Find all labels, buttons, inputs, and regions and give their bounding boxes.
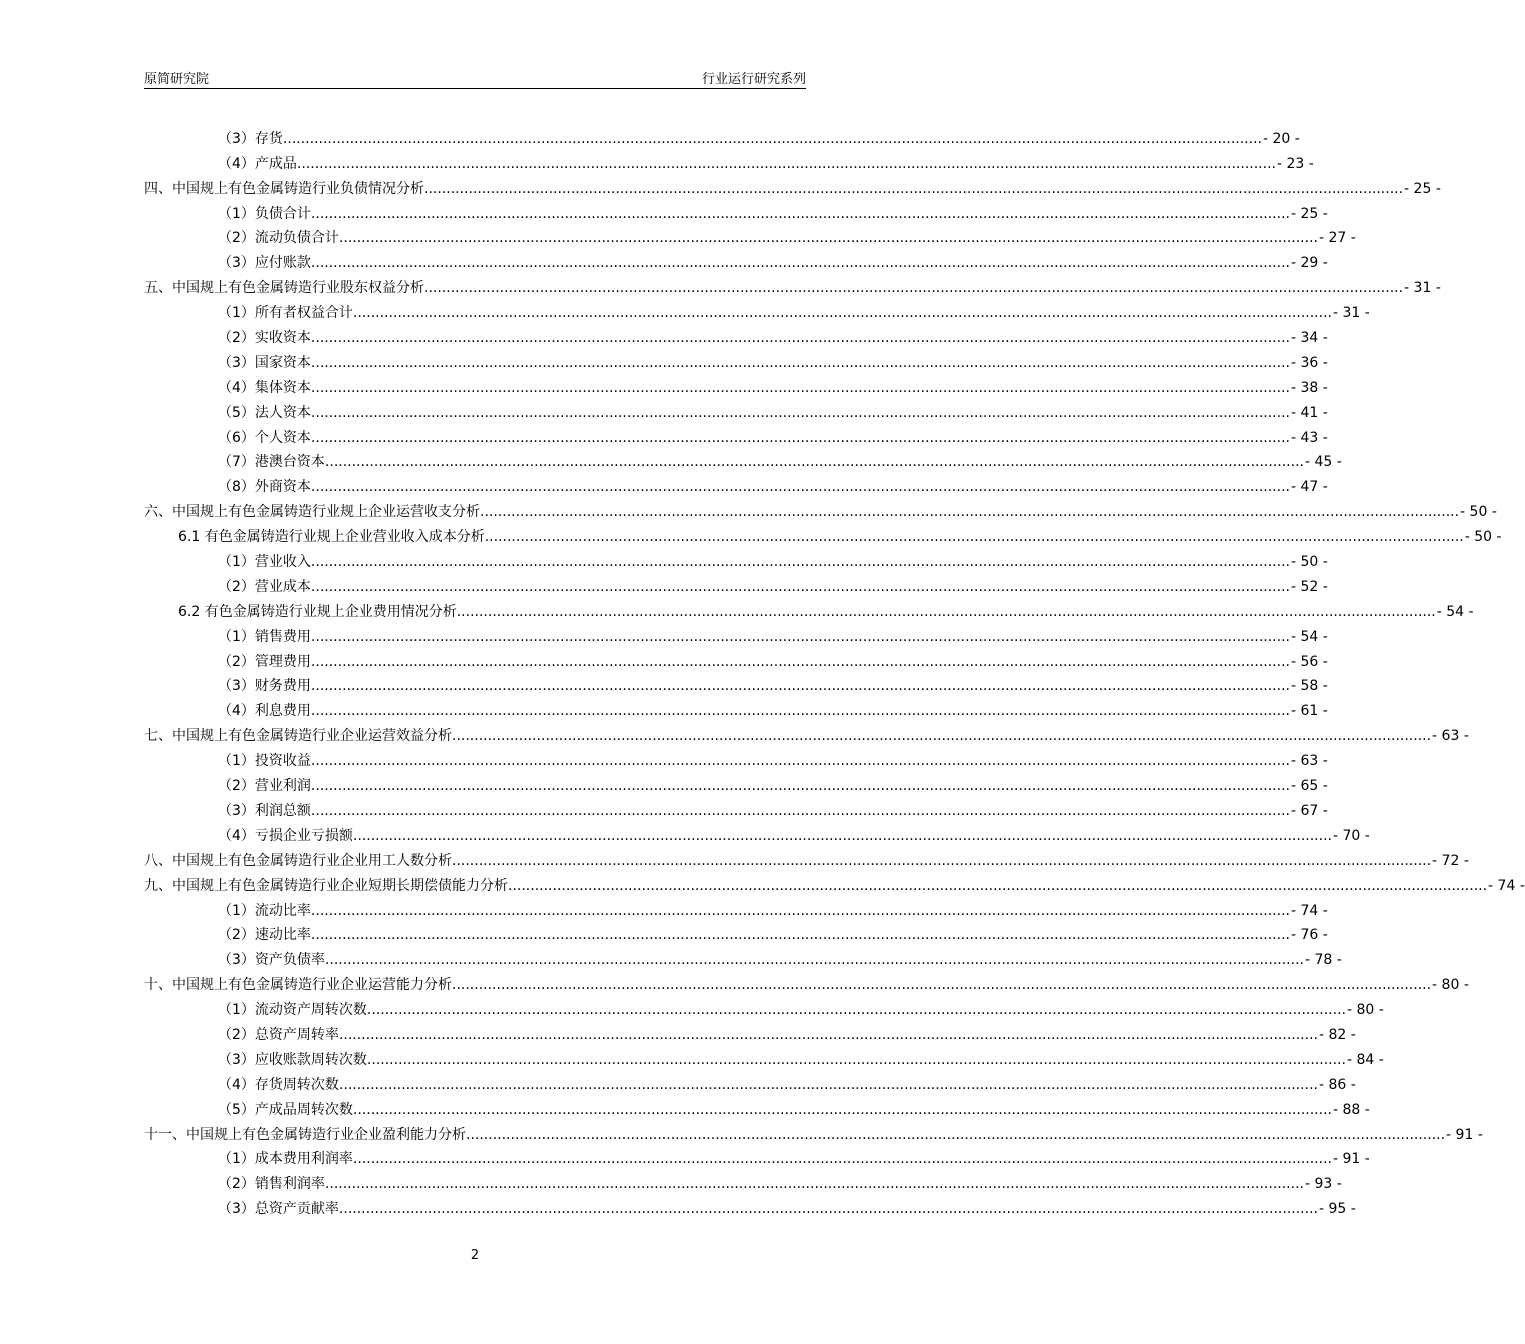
toc-entry-title: （4）产成品 <box>218 155 297 172</box>
toc-entry[interactable] <box>144 124 1300 149</box>
toc-dot-leader: ............................................................................................................................................................................................................................ <box>310 379 1290 396</box>
toc-entry-title: 八、中国规上有色金属铸造行业企业用工人数分析 <box>144 852 452 869</box>
toc-dot-leader: ............................................................................................................................................................................................................................ <box>310 479 1290 496</box>
toc-dot-leader: ............................................................................................................................................................................................................................ <box>296 155 1276 172</box>
toc-entry[interactable] <box>144 1194 1356 1219</box>
toc-entry[interactable] <box>144 323 1328 348</box>
toc-entry-page: - 50 - <box>1290 554 1328 571</box>
toc-entry-title: 6.2 有色金属铸造行业规上企业费用情况分析 <box>178 603 457 620</box>
toc-entry[interactable] <box>144 497 1497 522</box>
toc-entry-title: 十、中国规上有色金属铸造行业企业运营能力分析 <box>144 977 452 994</box>
toc-entry-page: - 23 - <box>1276 155 1314 172</box>
toc-entry-page: - 27 - <box>1318 230 1356 247</box>
toc-entry-page: - 80 - <box>1432 977 1469 994</box>
toc-entry-page: - 72 - <box>1432 852 1469 869</box>
toc-entry-page: - 31 - <box>1404 280 1441 297</box>
toc-dot-leader: ............................................................................................................................................................................................................................ <box>366 1051 1346 1068</box>
toc-entry-title: （3）应收账款周转次数 <box>218 1051 367 1068</box>
toc-entry[interactable] <box>144 273 1441 298</box>
toc-entry[interactable] <box>144 796 1328 821</box>
toc-entry[interactable] <box>144 1020 1356 1045</box>
toc-dot-leader: ............................................................................................................................................................................................................................ <box>352 827 1332 844</box>
toc-entry-title: 十一、中国规上有色金属铸造行业企业盈利能力分析 <box>144 1126 466 1143</box>
toc-entry-page: - 95 - <box>1318 1201 1356 1218</box>
toc-entry-page: - 63 - <box>1290 753 1328 770</box>
toc-entry-page: - 65 - <box>1290 778 1328 795</box>
toc-entry-page: - 67 - <box>1290 802 1328 819</box>
toc-entry-title: （3）总资产贡献率 <box>218 1201 339 1218</box>
toc-entry[interactable] <box>144 746 1328 771</box>
toc-entry-page: - 50 - <box>1460 504 1497 521</box>
toc-entry-title: （2）实收资本 <box>218 330 311 347</box>
toc-dot-leader: ............................................................................................................................................................................................................................ <box>310 554 1290 571</box>
toc-entry-title: （8）外商资本 <box>218 479 311 496</box>
toc-entry-page: - 25 - <box>1404 180 1441 197</box>
toc-entry-title: （4）利息费用 <box>218 703 311 720</box>
toc-entry-page: - 52 - <box>1290 578 1328 595</box>
toc-dot-leader: ............................................................................................................................................................................................................................ <box>338 1026 1318 1043</box>
toc-entry-page: - 76 - <box>1290 927 1328 944</box>
toc-entry[interactable] <box>144 696 1328 721</box>
toc-entry-title: （1）所有者权益合计 <box>218 305 353 322</box>
toc-entry-title: （3）应付账款 <box>218 255 311 272</box>
toc-entry[interactable] <box>144 1070 1356 1095</box>
toc-entry[interactable] <box>144 771 1328 796</box>
header-publisher: 原简研究院 <box>144 72 210 87</box>
toc-entry-page: - 91 - <box>1446 1126 1483 1143</box>
toc-entry-page: - 74 - <box>1290 902 1328 919</box>
toc-entry[interactable] <box>144 472 1328 497</box>
toc-entry-title: （4）亏损企业亏损额 <box>218 827 353 844</box>
toc-entry-page: - 20 - <box>1262 130 1300 147</box>
toc-entry-page: - 45 - <box>1304 454 1342 471</box>
toc-entry[interactable] <box>144 721 1469 746</box>
toc-dot-leader: ............................................................................................................................................................................................................................ <box>424 180 1404 197</box>
toc-dot-leader: ............................................................................................................................................................................................................................ <box>456 603 1436 620</box>
toc-dot-leader: ............................................................................................................................................................................................................................ <box>310 703 1290 720</box>
toc-entry-page: - 61 - <box>1290 703 1328 720</box>
toc-entry-title: 四、中国规上有色金属铸造行业负债情况分析 <box>144 180 424 197</box>
toc-entry-page: - 56 - <box>1290 653 1328 670</box>
toc-entry-title: （5）法人资本 <box>218 404 311 421</box>
toc-entry-title: （1）流动资产周转次数 <box>218 1002 367 1019</box>
toc-entry-page: - 80 - <box>1346 1002 1384 1019</box>
toc-entry-title: 五、中国规上有色金属铸造行业股东权益分析 <box>144 280 424 297</box>
toc-dot-leader: ............................................................................................................................................................................................................................ <box>424 280 1404 297</box>
toc-entry-page: - 25 - <box>1290 205 1328 222</box>
toc-entry[interactable] <box>144 647 1328 672</box>
toc-dot-leader: ............................................................................................................................................................................................................................ <box>352 305 1332 322</box>
toc-entry-title: （2）销售利润率 <box>218 1176 325 1193</box>
toc-entry-title: （3）国家资本 <box>218 354 311 371</box>
toc-dot-leader: ............................................................................................................................................................................................................................ <box>310 927 1290 944</box>
toc-dot-leader: ............................................................................................................................................................................................................................ <box>310 429 1290 446</box>
toc-entry-title: （3）财务费用 <box>218 678 311 695</box>
toc-entry-page: - 58 - <box>1290 678 1328 695</box>
toc-entry-page: - 86 - <box>1318 1076 1356 1093</box>
toc-entry-title: （4）存货周转次数 <box>218 1076 339 1093</box>
toc-dot-leader: ............................................................................................................................................................................................................................ <box>310 354 1290 371</box>
page-header <box>144 66 806 89</box>
toc-entry[interactable] <box>144 547 1328 572</box>
toc-entry[interactable] <box>144 672 1328 697</box>
toc-entry[interactable] <box>144 373 1328 398</box>
toc-dot-leader: ............................................................................................................................................................................................................................ <box>338 1201 1318 1218</box>
toc-dot-leader: ............................................................................................................................................................................................................................ <box>324 1176 1304 1193</box>
toc-entry-title: 六、中国规上有色金属铸造行业规上企业运营收支分析 <box>144 504 480 521</box>
toc-entry-page: - 93 - <box>1304 1176 1342 1193</box>
toc-entry-title: （6）个人资本 <box>218 429 311 446</box>
toc-entry-page: - 63 - <box>1432 728 1469 745</box>
toc-entry[interactable] <box>144 398 1328 423</box>
toc-entry[interactable] <box>144 871 1525 896</box>
toc-dot-leader: ............................................................................................................................................................................................................................ <box>310 678 1290 695</box>
header-series-title: 行业运行研究系列 <box>701 72 806 87</box>
page-number: 2 <box>470 1248 480 1263</box>
toc-entry[interactable] <box>144 248 1328 273</box>
toc-entry-page: - 54 - <box>1290 628 1328 645</box>
toc-entry[interactable] <box>144 1169 1342 1194</box>
toc-entry[interactable] <box>144 597 1474 622</box>
toc-entry-page: - 78 - <box>1304 952 1342 969</box>
toc-entry-title: （2）速动比率 <box>218 927 311 944</box>
toc-entry-title: （2）营业成本 <box>218 578 311 595</box>
toc-dot-leader: ............................................................................................................................................................................................................................ <box>324 454 1304 471</box>
toc-entry[interactable] <box>144 522 1502 547</box>
toc-entry[interactable] <box>144 1095 1370 1120</box>
toc-entry-title: （1）投资收益 <box>218 753 311 770</box>
toc-entry[interactable] <box>144 149 1314 174</box>
toc-entry[interactable] <box>144 1045 1384 1070</box>
toc-entry[interactable] <box>144 298 1370 323</box>
toc-dot-leader: ............................................................................................................................................................................................................................ <box>352 1101 1332 1118</box>
toc-entry-page: - 84 - <box>1346 1051 1384 1068</box>
toc-dot-leader: ............................................................................................................................................................................................................................ <box>310 653 1290 670</box>
toc-entry[interactable] <box>144 423 1328 448</box>
toc-entry-page: - 70 - <box>1332 827 1370 844</box>
toc-entry[interactable] <box>144 1145 1370 1170</box>
toc-dot-leader: ............................................................................................................................................................................................................................ <box>352 1151 1332 1168</box>
toc-entry-title: （3）存货 <box>218 130 283 147</box>
toc-entry-page: - 43 - <box>1290 429 1328 446</box>
toc-dot-leader: ............................................................................................................................................................................................................................ <box>338 230 1318 247</box>
toc-entry-title: （5）产成品周转次数 <box>218 1101 353 1118</box>
toc-dot-leader: ............................................................................................................................................................................................................................ <box>310 330 1290 347</box>
toc-entry-page: - 54 - <box>1436 603 1474 620</box>
toc-entry[interactable] <box>144 970 1469 995</box>
toc-dot-leader: ............................................................................................................................................................................................................................ <box>310 778 1290 795</box>
toc-entry-title: （3）利润总额 <box>218 802 311 819</box>
toc-entry-title: （4）集体资本 <box>218 379 311 396</box>
toc-entry-title: （1）流动比率 <box>218 902 311 919</box>
table-of-contents <box>144 124 1525 1219</box>
toc-entry-title: 七、中国规上有色金属铸造行业企业运营效益分析 <box>144 728 452 745</box>
toc-entry[interactable] <box>144 945 1342 970</box>
toc-dot-leader: ............................................................................................................................................................................................................................ <box>452 728 1432 745</box>
toc-dot-leader: ............................................................................................................................................................................................................................ <box>310 753 1290 770</box>
toc-dot-leader: ............................................................................................................................................................................................................................ <box>310 578 1290 595</box>
toc-dot-leader: ............................................................................................................................................................................................................................ <box>366 1002 1346 1019</box>
toc-entry-title: （1）负债合计 <box>218 205 311 222</box>
toc-entry-title: （3）资产负债率 <box>218 952 325 969</box>
toc-entry-page: - 34 - <box>1290 330 1328 347</box>
toc-entry-title: （2）流动负债合计 <box>218 230 339 247</box>
toc-dot-leader: ............................................................................................................................................................................................................................ <box>310 802 1290 819</box>
toc-entry-page: - 31 - <box>1332 305 1370 322</box>
toc-entry-page: - 29 - <box>1290 255 1328 272</box>
toc-entry-page: - 88 - <box>1332 1101 1370 1118</box>
toc-dot-leader: ............................................................................................................................................................................................................................ <box>508 877 1488 894</box>
toc-dot-leader: ............................................................................................................................................................................................................................ <box>466 1126 1446 1143</box>
toc-entry-title: （2）营业利润 <box>218 778 311 795</box>
toc-entry[interactable] <box>144 921 1328 946</box>
toc-entry-page: - 91 - <box>1332 1151 1370 1168</box>
toc-entry-title: （2）总资产周转率 <box>218 1026 339 1043</box>
toc-entry[interactable] <box>144 1120 1483 1145</box>
toc-entry-page: - 36 - <box>1290 354 1328 371</box>
toc-entry[interactable] <box>144 896 1328 921</box>
toc-entry-page: - 74 - <box>1488 877 1525 894</box>
toc-entry-page: - 38 - <box>1290 379 1328 396</box>
toc-entry[interactable] <box>144 224 1356 249</box>
toc-dot-leader: ............................................................................................................................................................................................................................ <box>310 404 1290 421</box>
toc-entry-page: - 41 - <box>1290 404 1328 421</box>
toc-entry-title: （7）港澳台资本 <box>218 454 325 471</box>
toc-dot-leader: ............................................................................................................................................................................................................................ <box>338 1076 1318 1093</box>
toc-entry[interactable] <box>144 174 1441 199</box>
toc-entry[interactable] <box>144 572 1328 597</box>
toc-dot-leader: ............................................................................................................................................................................................................................ <box>452 977 1432 994</box>
toc-entry-title: 6.1 有色金属铸造行业规上企业营业收入成本分析 <box>178 529 485 546</box>
toc-entry[interactable] <box>144 348 1328 373</box>
toc-dot-leader: ............................................................................................................................................................................................................................ <box>310 628 1290 645</box>
toc-dot-leader: ............................................................................................................................................................................................................................ <box>310 255 1290 272</box>
toc-dot-leader: ............................................................................................................................................................................................................................ <box>282 130 1262 147</box>
toc-dot-leader: ............................................................................................................................................................................................................................ <box>484 529 1464 546</box>
toc-entry-title: 九、中国规上有色金属铸造行业企业短期长期偿债能力分析 <box>144 877 508 894</box>
toc-entry-page: - 50 - <box>1464 529 1502 546</box>
toc-entry[interactable] <box>144 995 1384 1020</box>
toc-entry-title: （1）销售费用 <box>218 628 311 645</box>
toc-dot-leader: ............................................................................................................................................................................................................................ <box>480 504 1460 521</box>
toc-dot-leader: ............................................................................................................................................................................................................................ <box>310 902 1290 919</box>
toc-entry-title: （2）管理费用 <box>218 653 311 670</box>
toc-entry[interactable] <box>144 821 1370 846</box>
toc-entry[interactable] <box>144 622 1328 647</box>
toc-dot-leader: ............................................................................................................................................................................................................................ <box>452 852 1432 869</box>
toc-entry[interactable] <box>144 448 1342 473</box>
toc-entry-title: （1）营业收入 <box>218 554 311 571</box>
toc-dot-leader: ............................................................................................................................................................................................................................ <box>324 952 1304 969</box>
toc-entry-page: - 82 - <box>1318 1026 1356 1043</box>
toc-entry[interactable] <box>144 846 1469 871</box>
toc-entry-page: - 47 - <box>1290 479 1328 496</box>
toc-entry-title: （1）成本费用利润率 <box>218 1151 353 1168</box>
toc-entry[interactable] <box>144 199 1328 224</box>
toc-dot-leader: ............................................................................................................................................................................................................................ <box>310 205 1290 222</box>
